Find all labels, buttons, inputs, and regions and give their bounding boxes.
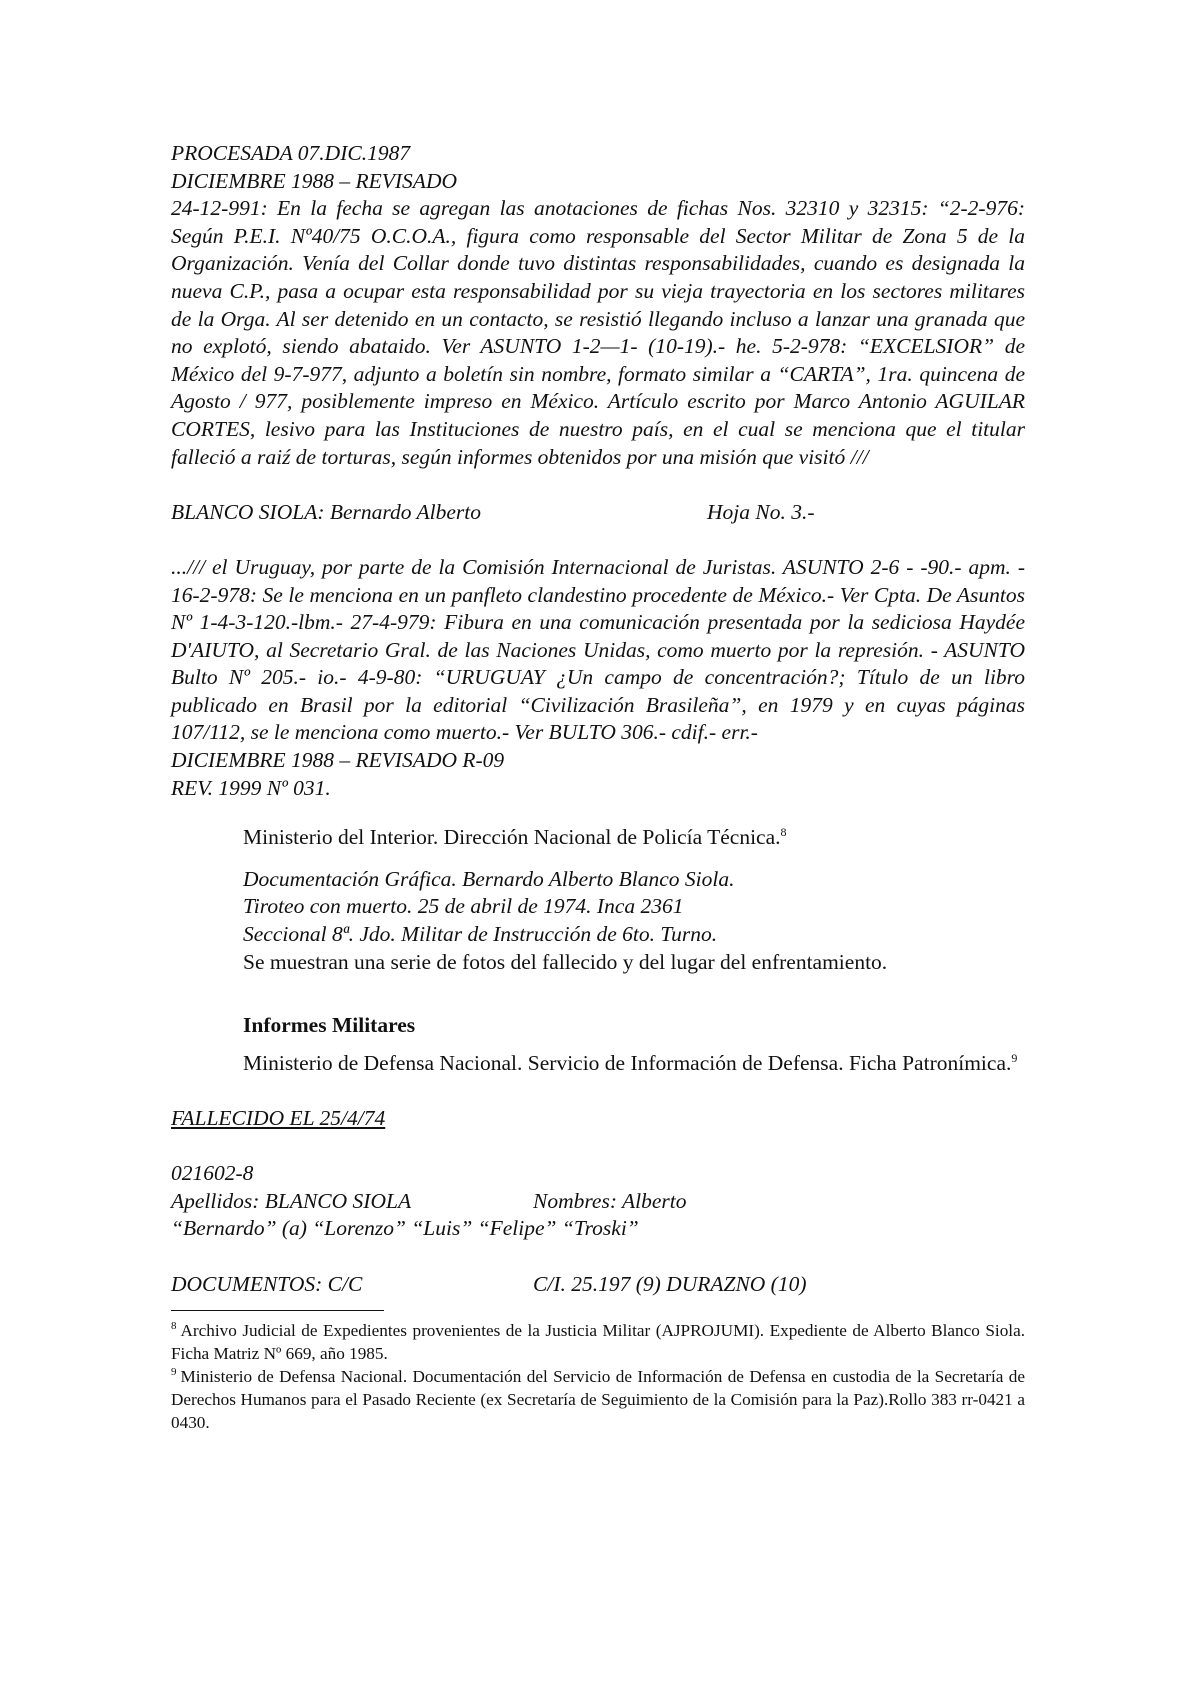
footnote-8-text: Archivo Judicial de Expedientes provenientes de la Justicia Militar (AJPROJUMI). Expediente de Alberto Blanco Siola. Ficha Matriz Nº 669, año 1985.: [171, 1321, 1025, 1364]
revision-line-2: REV. 1999 Nº 031.: [171, 775, 331, 800]
ministerio-interior-line: [243, 824, 1025, 852]
doc-grafica-line-4: Se muestran una serie de fotos del fallecido y del lugar del enfrentamiento.: [243, 949, 888, 974]
ministerio-defensa-text: Ministerio de Defensa Nacional. Servicio de Información de Defensa. Ficha Patronímica.: [243, 1050, 1012, 1075]
footnote-separator: [171, 1310, 384, 1311]
revised-date-line: DICIEMBRE 1988 – REVISADO: [171, 168, 457, 193]
ministerio-interior-block: [243, 824, 1025, 852]
ficha-ci: C/I. 25.197 (9) DURAZNO (10): [533, 1271, 807, 1296]
footnote-8: [171, 1319, 1025, 1365]
footnote-9-text: Ministerio de Defensa Nacional. Documentación del Servicio de Información de Defensa en custodia de la Secretaría de Derechos Humanos para el Pasado Reciente (ex Secretaría de Seguimiento de la Comisión para la Paz).Rollo 383 rr-0421 a 0430.: [171, 1367, 1025, 1433]
ficha-names-row: [171, 1188, 1025, 1216]
footnote-ref-8: 8: [780, 825, 787, 840]
doc-grafica-line-1: Documentación Gráfica. Bernardo Alberto Blanco Siola.: [243, 866, 735, 891]
fallecido-line: FALLECIDO EL 25/4/74: [171, 1106, 386, 1130]
record-paragraph-2: .../// el Uruguay, por parte de la Comisión Internacional de Juristas. ASUNTO 2-6 - -90.- apm. - 16-2-978: Se le menciona en un panfleto clandestino procedente de México.- Ver Cpta. De Asuntos Nº 1-4-3-120.-lbm.- 27-4-979: Fibura en una comunicación presentada por la sediciosa Haydée D'AIUTO, al Secretario Gral. de las Naciones Unidas, como muerto por la represión. - ASUNTO Bulto Nº 205.- io.- 4-9-80: “URUGUAY ¿Un campo de concentración?; Título de un libro publicado en Brasil por la editorial “Civilización Brasileña”, en 1979 y en cuyas páginas 107/112, se le menciona como muerto.- Ver BULTO 306.- cdif.- err.-: [171, 554, 1025, 745]
ficha-nombres: Nombres: Alberto: [533, 1188, 687, 1213]
record-paragraph-1: 24-12-991: En la fecha se agregan las anotaciones de fichas Nos. 32310 y 32315: “2-2-976: Según P.E.I. Nº40/75 O.C.O.A., figura como responsable del Sector Militar de Zona 5 de la Organización. Venía del Collar donde tuvo distintas responsabilidades, cuando es designada la nueva C.P., pasa a ocupar esta responsabilidad por su vieja trayectoria en los sectores militares de la Orga. Al ser detenido en un contacto, se resistió llegando incluso a lanzar una granada que no explotó, siendo abataido. Ver ASUNTO 1-2—1- (10-19).- he. 5-2-978: “EXCELSIOR” de México del 9-7-977, adjunto a boletín sin nombre, formato similar a “CARTA”, 1ra. quincena de Agosto / 977, posiblemente impreso en México. Artículo escrito por Marco Antonio AGUILAR CORTES, lesivo para las Instituciones de nuestro país, en el cual se menciona que el titular falleció a raiź de torturas, según informes obtenidos por una misión que visitó ///: [171, 196, 1025, 469]
ministerio-defensa-paragraph: [171, 1050, 1025, 1078]
ministerio-interior-text: Ministerio del Interior. Dirección Nacional de Policía Técnica.: [243, 825, 781, 850]
sheet-header: [171, 499, 1025, 527]
doc-grafica-line-2: Tiroteo con muerto. 25 de abril de 1974. Inca 2361: [243, 894, 684, 919]
ficha-documentos: DOCUMENTOS: C/C: [171, 1271, 363, 1296]
doc-grafica-line-3: Seccional 8ª. Jdo. Militar de Instrucción de 6to. Turno.: [243, 922, 718, 947]
ficha-apellidos: Apellidos: BLANCO SIOLA: [171, 1188, 412, 1213]
documentacion-grafica-block: [243, 866, 1025, 976]
ficha-number: 021602-8: [171, 1161, 254, 1186]
footnote-ref-9: 9: [1011, 1050, 1018, 1065]
footnote-8-number: 8: [171, 1320, 177, 1333]
sheet-page-number: Hoja No. 3.-: [707, 499, 815, 524]
ficha-documents-row: [171, 1271, 1025, 1299]
revision-line-1: DICIEMBRE 1988 – REVISADO R-09: [171, 748, 505, 773]
footnote-9: [171, 1365, 1025, 1434]
ficha-alias: “Bernardo” (a) “Lorenzo” “Luis” “Felipe” “Troski”: [171, 1216, 639, 1241]
footnote-9-number: 9: [171, 1366, 177, 1379]
sheet-subject-name: BLANCO SIOLA: Bernardo Alberto: [171, 499, 481, 524]
section-title: Informes Militares: [243, 1013, 416, 1038]
document-page: [171, 140, 1025, 1434]
processed-date-line: PROCESADA 07.DIC.1987: [171, 141, 411, 165]
